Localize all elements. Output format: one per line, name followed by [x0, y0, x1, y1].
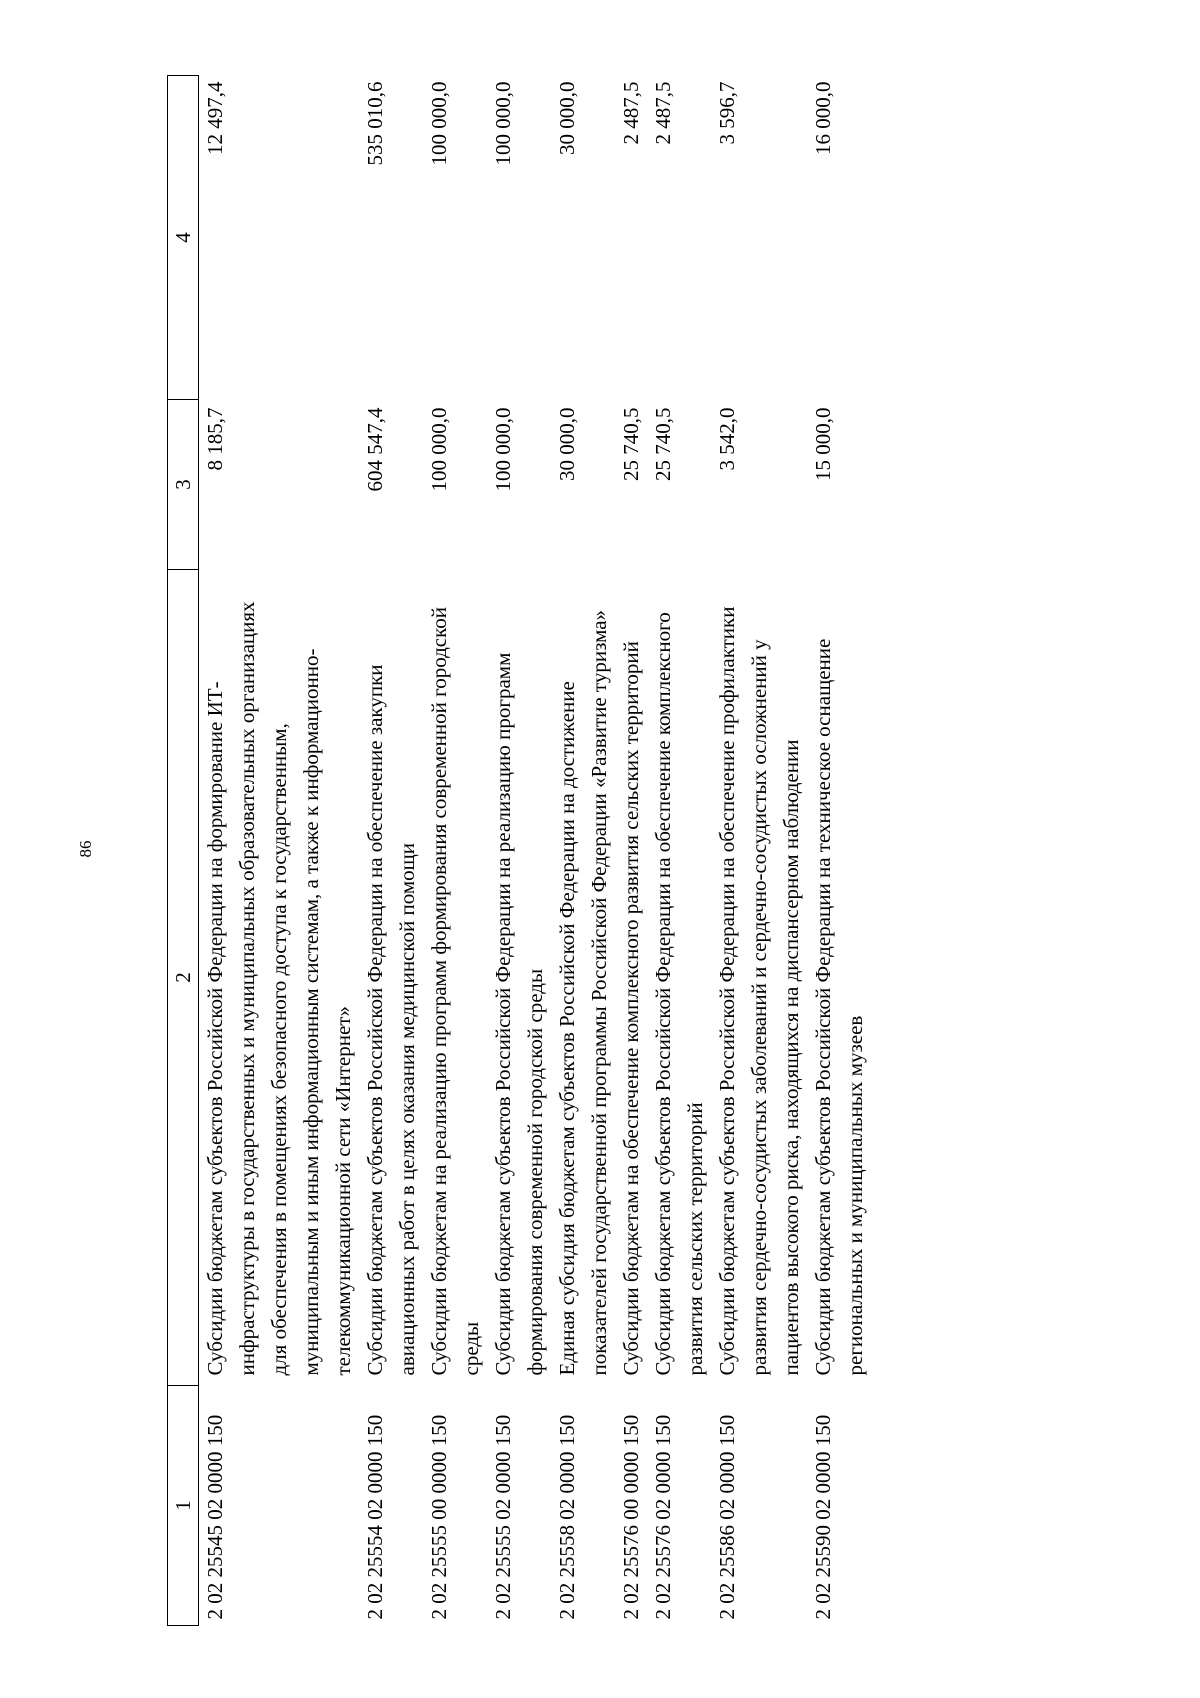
row-description: Субсидии бюджетам субъектов Российской Федерации на реализацию программ формирования современной городской среды	[491, 652, 547, 1376]
row-value-col4: 100 000,0	[427, 81, 451, 166]
table-row	[199, 76, 360, 1626]
row-code: 2 02 25558 02 0000 150	[555, 1414, 579, 1620]
row-code: 2 02 25555 00 0000 150	[427, 1414, 451, 1620]
row-value-col4: 3 596,7	[715, 81, 739, 145]
table-row	[487, 76, 551, 1626]
row-code: 2 02 25586 02 0000 150	[715, 1414, 739, 1620]
row-value-col3: 604 547,4	[363, 407, 387, 492]
row-code: 2 02 25554 02 0000 150	[363, 1414, 387, 1620]
row-value-col3: 100 000,0	[427, 407, 451, 492]
row-value-col3: 15 000,0	[811, 407, 835, 481]
table-row	[615, 76, 647, 1626]
row-description: Субсидии бюджетам субъектов Российской Федерации на обеспечение профилактики развития сердечно-сосудистых заболеваний и сердечно-сосудистых осложнений у пациентов высокого риска, находящихся на диспансерном наблюдении	[715, 606, 803, 1376]
row-code: 2 02 25555 02 0000 150	[491, 1414, 515, 1620]
table-row	[711, 76, 807, 1626]
header-cell-1: 1	[168, 1386, 199, 1626]
row-value-col3: 8 185,7	[203, 407, 227, 471]
table-row	[647, 76, 711, 1626]
row-value-col3: 25 740,5	[651, 407, 675, 481]
header-cell-2: 2	[168, 570, 199, 1386]
row-value-col4: 100 000,0	[491, 81, 515, 166]
row-code: 2 02 25576 02 0000 150	[651, 1414, 675, 1620]
row-value-col3: 30 000,0	[555, 407, 579, 481]
table-row	[359, 76, 423, 1626]
row-description: Субсидии бюджетам субъектов Российской Федерации на техническое оснащение региональных и муниципальных музеев	[811, 638, 867, 1376]
row-value-col4: 2 487,5	[619, 81, 643, 145]
row-code: 2 02 25545 02 0000 150	[203, 1414, 227, 1620]
header-row	[168, 76, 199, 1626]
row-value-col4: 535 010,6	[363, 81, 387, 166]
table-row	[807, 76, 871, 1626]
page-number: 86	[76, 840, 95, 858]
table-row	[551, 76, 615, 1626]
row-value-col3: 25 740,5	[619, 407, 643, 481]
row-value-col4: 2 487,5	[651, 81, 675, 145]
header-cell-4: 4	[168, 76, 199, 400]
row-value-col4: 12 497,4	[203, 81, 227, 155]
header-cell-3: 3	[168, 400, 199, 570]
table-row	[423, 76, 487, 1626]
row-code: 2 02 25576 00 0000 150	[619, 1414, 643, 1620]
row-code: 2 02 25590 02 0000 150	[811, 1414, 835, 1620]
row-description: Субсидии бюджетам на обеспечение комплексного развития сельских территорий	[619, 641, 643, 1376]
row-description: Субсидии бюджетам субъектов Российской Федерации на формирование ИТ-инфраструктуры в государственных и муниципальных образовательных организациях для обеспечения в помещениях безопасного доступа к государственным, муниципальным и иным информационным системам, а также к информационно-телекоммуникационной сети «Интернет»	[203, 601, 355, 1376]
row-value-col4: 30 000,0	[555, 81, 579, 155]
row-description: Субсидии бюджетам субъектов Российской Федерации на обеспечение закупки авиационных работ в целях оказания медицинской помощи	[363, 664, 419, 1376]
row-value-col3: 3 542,0	[715, 407, 739, 471]
row-value-col4: 16 000,0	[811, 81, 835, 155]
row-description: Единая субсидия бюджетам субъектов Российской Федерации на достижение показателей государственной программы Российской Федерации «Развитие туризма»	[555, 609, 611, 1376]
row-description: Субсидии бюджетам субъектов Российской Федерации на обеспечение комплексного развития сельских территорий	[651, 612, 707, 1376]
row-value-col3: 100 000,0	[491, 407, 515, 492]
rotated-table-container	[167, 76, 1087, 1626]
budget-table	[167, 75, 871, 1626]
row-description: Субсидии бюджетам на реализацию программ формирования современной городской среды	[427, 607, 483, 1376]
